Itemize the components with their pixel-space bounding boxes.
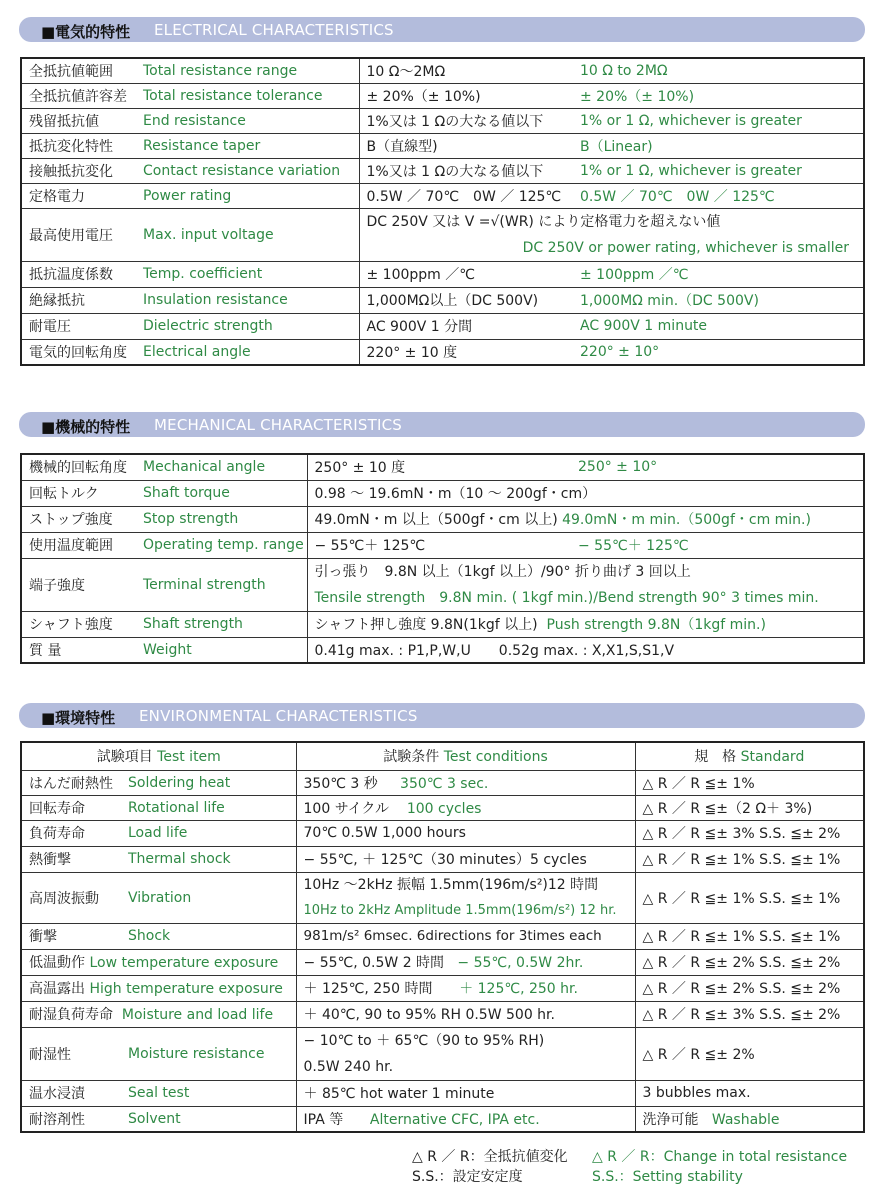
- mechanical-table: [20, 453, 865, 664]
- item-jp: 耐溶剤性: [21, 1106, 121, 1132]
- table-row: [21, 506, 864, 532]
- standard: △ R ／ R ≦± 2% S.S. ≦± 2%: [635, 949, 864, 975]
- condition-en: 100 cycles: [406, 800, 482, 817]
- item-en: Shock: [121, 923, 296, 949]
- value-jp: 0.5W ／ 70℃ 0W ／ 125℃: [359, 183, 573, 208]
- value-en: DC 250V or power rating, whichever is smaller: [522, 239, 849, 256]
- standard: △ R ／ R ≦± 3% S.S. ≦± 2%: [635, 820, 864, 846]
- value-en: ± 20%（± 10%): [573, 83, 864, 108]
- condition-jp: 350℃ 3 秒: [303, 775, 378, 792]
- item-jp: 機械的回転角度: [21, 454, 136, 480]
- section-title-en: ELECTRICAL CHARACTERISTICS: [154, 21, 394, 39]
- value-jp: ± 20%（± 10%): [359, 83, 573, 108]
- item-jp: 衝撃: [21, 923, 121, 949]
- value-en: Tensile strength 9.8N min. ( 1kgf min.)/Bend strength 90° 3 times min.: [314, 589, 819, 606]
- section-header-environmental: [19, 703, 865, 728]
- value-en: 1,000MΩ min.（DC 500V): [573, 287, 864, 313]
- item-en: Low temperature exposure: [89, 955, 279, 971]
- item-jp: 抵抗変化特性: [21, 133, 136, 158]
- condition-jp: ＋ 125℃, 250 時間: [303, 981, 433, 997]
- section-header-mechanical: [19, 412, 865, 437]
- table-header-row: [21, 742, 864, 770]
- item-en: Total resistance tolerance: [136, 83, 359, 108]
- item-en: Terminal strength: [136, 558, 307, 611]
- section-title-en: MECHANICAL CHARACTERISTICS: [154, 416, 403, 434]
- item-en: Seal test: [121, 1080, 296, 1106]
- item-en: Solvent: [121, 1106, 296, 1132]
- item-jp: 抵抗温度係数: [21, 261, 136, 287]
- item-cell: [21, 949, 296, 975]
- item-en: Shaft strength: [136, 611, 307, 637]
- value-jp: 10 Ω〜2MΩ: [359, 58, 573, 83]
- header-cond-jp: 試験条件: [383, 749, 440, 766]
- standard: △ R ／ R ≦± 1% S.S. ≦± 1%: [635, 923, 864, 949]
- table-row: [21, 158, 864, 183]
- value-en: 250° ± 10°: [571, 454, 864, 480]
- standard: △ R ／ R ≦± 1% S.S. ≦± 1%: [635, 846, 864, 872]
- table-row: [21, 637, 864, 663]
- condition-jp: IPA 等: [303, 1111, 344, 1128]
- condition-jp: 100 サイクル: [303, 800, 390, 817]
- item-jp: 質 量: [21, 637, 136, 663]
- section-title-jp: ■電気的特性: [41, 23, 131, 41]
- table-row: [21, 923, 864, 949]
- table-row: [21, 261, 864, 287]
- item-jp: 電気的回転角度: [21, 339, 136, 365]
- value-en: − 55℃＋ 125℃: [571, 532, 864, 558]
- value-jp: AC 900V 1 分間: [359, 313, 573, 339]
- condition: − 55℃, ＋ 125℃（30 minutes）5 cycles: [296, 846, 635, 872]
- condition-en: Alternative CFC, IPA etc.: [369, 1111, 540, 1128]
- item-jp: はんだ耐熱性: [21, 770, 121, 795]
- condition-jp-line2: 0.5W 240 hr.: [303, 1058, 394, 1075]
- value-en: 0.5W ／ 70℃ 0W ／ 125℃: [573, 183, 864, 208]
- value-jp: シャフト押し強度 9.8N(1kgf 以上): [314, 617, 538, 633]
- item-jp: 回転トルク: [21, 480, 136, 506]
- item-jp: 熱衝撃: [21, 846, 121, 872]
- item-jp: 耐電圧: [21, 313, 136, 339]
- legend-line1-jp: △ R ／ R：全抵抗値変化: [412, 1149, 568, 1165]
- table-row: [21, 83, 864, 108]
- header-test-item: [21, 742, 296, 770]
- environmental-table: [20, 741, 865, 1133]
- table-row: [21, 846, 864, 872]
- table-row: [21, 611, 864, 637]
- condition: ＋ 40℃, 90 to 95% RH 0.5W 500 hr.: [296, 1001, 635, 1027]
- item-en: Shaft torque: [136, 480, 307, 506]
- condition: [296, 975, 635, 1001]
- table-row: [21, 795, 864, 820]
- item-en: Stop strength: [136, 506, 307, 532]
- table-row: [21, 1001, 864, 1027]
- condition-jp: − 55℃, 0.5W 2 時間: [303, 955, 445, 971]
- item-en: End resistance: [136, 108, 359, 133]
- table-row: [21, 975, 864, 1001]
- table-row: [21, 133, 864, 158]
- item-jp: 定格電力: [21, 183, 136, 208]
- value-en: 10 Ω to 2MΩ: [573, 58, 864, 83]
- value-jp: 250° ± 10 度: [307, 454, 571, 480]
- item-en: Insulation resistance: [136, 287, 359, 313]
- value-en: Push strength 9.8N（1kgf min.): [546, 617, 766, 633]
- condition-en: ＋ 125℃, 250 hr.: [459, 981, 578, 997]
- standard-jp: 洗浄可能: [642, 1111, 699, 1128]
- table-row: [21, 1106, 864, 1132]
- electrical-table: [20, 57, 865, 366]
- value-jp: DC 250V 又は V =√(WR) により定格電力を超えない値: [366, 213, 721, 230]
- standard: △ R ／ R ≦± 1% S.S. ≦± 1%: [635, 872, 864, 923]
- item-jp: 負荷寿命: [21, 820, 121, 846]
- item-jp: 低温動作: [29, 955, 85, 971]
- item-jp: 残留抵抗値: [21, 108, 136, 133]
- item-en: Max. input voltage: [136, 208, 359, 261]
- value-en: B（Linear): [573, 133, 864, 158]
- condition: [296, 1106, 635, 1132]
- table-row: [21, 454, 864, 480]
- item-en: Rotational life: [121, 795, 296, 820]
- condition: [296, 949, 635, 975]
- item-jp: ストップ強度: [21, 506, 136, 532]
- value-cell: [307, 611, 864, 637]
- value-jp: − 55℃＋ 125℃: [307, 532, 571, 558]
- standard: △ R ／ R ≦±（2 Ω＋ 3%): [635, 795, 864, 820]
- legend-line2-en: S.S.：Setting stability: [592, 1169, 743, 1185]
- item-jp: 最高使用電圧: [21, 208, 136, 261]
- item-jp: 耐湿負荷寿命: [29, 1007, 113, 1023]
- table-row: [21, 58, 864, 83]
- value-jp: 49.0mN・m 以上（500gf・cm 以上): [314, 512, 558, 528]
- item-jp: シャフト強度: [21, 611, 136, 637]
- table-row: [21, 287, 864, 313]
- item-en: Power rating: [136, 183, 359, 208]
- value-cell: [307, 506, 864, 532]
- header-item-jp: 試験項目: [96, 749, 153, 766]
- value-cell: [359, 208, 864, 261]
- value-en: 49.0mN・m min.（500gf・cm min.): [562, 512, 811, 528]
- item-en: Total resistance range: [136, 58, 359, 83]
- value-en: ± 100ppm ／℃: [573, 261, 864, 287]
- condition: [296, 872, 635, 923]
- item-cell: [21, 975, 296, 1001]
- item-en: Thermal shock: [121, 846, 296, 872]
- item-jp: 温水浸漬: [21, 1080, 121, 1106]
- value-jp: 0.98 〜 19.6mN・m（10 〜 200gf・cm）: [307, 480, 864, 506]
- table-row: [21, 872, 864, 923]
- item-jp: 接触抵抗変化: [21, 158, 136, 183]
- item-en: Electrical angle: [136, 339, 359, 365]
- table-row: [21, 558, 864, 611]
- item-en: Temp. coefficient: [136, 261, 359, 287]
- legend-line1-en: △ R ／ R：Change in total resistance: [592, 1149, 848, 1165]
- condition: ＋ 85℃ hot water 1 minute: [296, 1080, 635, 1106]
- value-en: 220° ± 10°: [573, 339, 864, 365]
- table-row: [21, 770, 864, 795]
- section-title-en: ENVIRONMENTAL CHARACTERISTICS: [139, 707, 418, 725]
- table-row: [21, 1027, 864, 1080]
- item-en: Mechanical angle: [136, 454, 307, 480]
- table-row: [21, 313, 864, 339]
- item-jp: 回転寿命: [21, 795, 121, 820]
- standard: △ R ／ R ≦± 2%: [635, 1027, 864, 1080]
- item-jp: 全抵抗値許容差: [21, 83, 136, 108]
- section-header-electrical: [19, 17, 865, 42]
- condition: [296, 1027, 635, 1080]
- standard: △ R ／ R ≦± 3% S.S. ≦± 2%: [635, 1001, 864, 1027]
- table-row: [21, 108, 864, 133]
- condition-jp: 10Hz 〜2kHz 振幅 1.5mm(196m/s²)12 時間: [303, 876, 599, 893]
- item-en: Weight: [136, 637, 307, 663]
- condition-en: − 55℃, 0.5W 2hr.: [457, 955, 584, 971]
- header-test-conditions: [296, 742, 635, 770]
- value-jp: 引っ張り 9.8N 以上（1kgf 以上）/90° 折り曲げ 3 回以上: [314, 563, 691, 580]
- item-en: Vibration: [121, 872, 296, 923]
- table-row: [21, 339, 864, 365]
- legend-line2-jp: S.S.：設定安定度: [412, 1169, 523, 1185]
- condition: [296, 770, 635, 795]
- standard: 3 bubbles max.: [635, 1080, 864, 1106]
- item-en: Dielectric strength: [136, 313, 359, 339]
- item-jp: 耐湿性: [21, 1027, 121, 1080]
- table-row: [21, 532, 864, 558]
- standard-en: Washable: [711, 1111, 780, 1128]
- standard: [635, 1106, 864, 1132]
- condition-en: 10Hz to 2kHz Amplitude 1.5mm(196m/s²) 12 hr.: [303, 902, 617, 918]
- standard: △ R ／ R ≦± 2% S.S. ≦± 2%: [635, 975, 864, 1001]
- table-row: [21, 820, 864, 846]
- table-row: [21, 208, 864, 261]
- value-jp: 1%又は 1 Ωの大なる値以下: [359, 108, 573, 133]
- item-en: Load life: [121, 820, 296, 846]
- value-en: 1% or 1 Ω, whichever is greater: [573, 158, 864, 183]
- value-jp: 1%又は 1 Ωの大なる値以下: [359, 158, 573, 183]
- item-cell: [21, 1001, 296, 1027]
- value-jp: ± 100ppm ／℃: [359, 261, 573, 287]
- item-en: High temperature exposure: [89, 981, 283, 997]
- value-en: 1% or 1 Ω, whichever is greater: [573, 108, 864, 133]
- value-jp: 220° ± 10 度: [359, 339, 573, 365]
- table-row: [21, 183, 864, 208]
- item-jp: 高温露出: [29, 981, 85, 997]
- item-en: Contact resistance variation: [136, 158, 359, 183]
- condition-jp: − 10℃ to ＋ 65℃（90 to 95% RH): [303, 1032, 545, 1049]
- item-jp: 使用温度範囲: [21, 532, 136, 558]
- standard: △ R ／ R ≦± 1%: [635, 770, 864, 795]
- section-title-jp: ■環境特性: [41, 709, 116, 727]
- item-en: Soldering heat: [121, 770, 296, 795]
- item-en: Resistance taper: [136, 133, 359, 158]
- condition-en: 350℃ 3 sec.: [400, 775, 489, 792]
- item-en: Moisture resistance: [121, 1027, 296, 1080]
- section-title-jp: ■機械的特性: [41, 418, 131, 436]
- header-std-jp: 規 格: [694, 749, 737, 766]
- condition: 70℃ 0.5W 1,000 hours: [296, 820, 635, 846]
- header-item-en: Test item: [157, 749, 221, 766]
- value-en: AC 900V 1 minute: [573, 313, 864, 339]
- header-std-en: Standard: [740, 749, 805, 766]
- value-cell: [307, 558, 864, 611]
- item-jp: 端子強度: [21, 558, 136, 611]
- table-row: [21, 1080, 864, 1106]
- value-jp: B（直線型): [359, 133, 573, 158]
- item-jp: 全抵抗値範囲: [21, 58, 136, 83]
- item-jp: 絶縁抵抗: [21, 287, 136, 313]
- header-standard: [635, 742, 864, 770]
- item-jp: 高周波振動: [21, 872, 121, 923]
- item-en: Operating temp. range: [136, 532, 307, 558]
- condition: [296, 795, 635, 820]
- table-row: [21, 949, 864, 975]
- value-jp: 1,000MΩ以上（DC 500V): [359, 287, 573, 313]
- condition: 981m/s² 6msec. 6directions for 3times each: [296, 923, 635, 949]
- header-cond-en: Test conditions: [443, 749, 548, 766]
- table-row: [21, 480, 864, 506]
- value-jp: 0.41g max. : P1,P,W,U 0.52g max. : X,X1,S,S1,V: [307, 637, 864, 663]
- item-en: Moisture and load life: [121, 1007, 274, 1023]
